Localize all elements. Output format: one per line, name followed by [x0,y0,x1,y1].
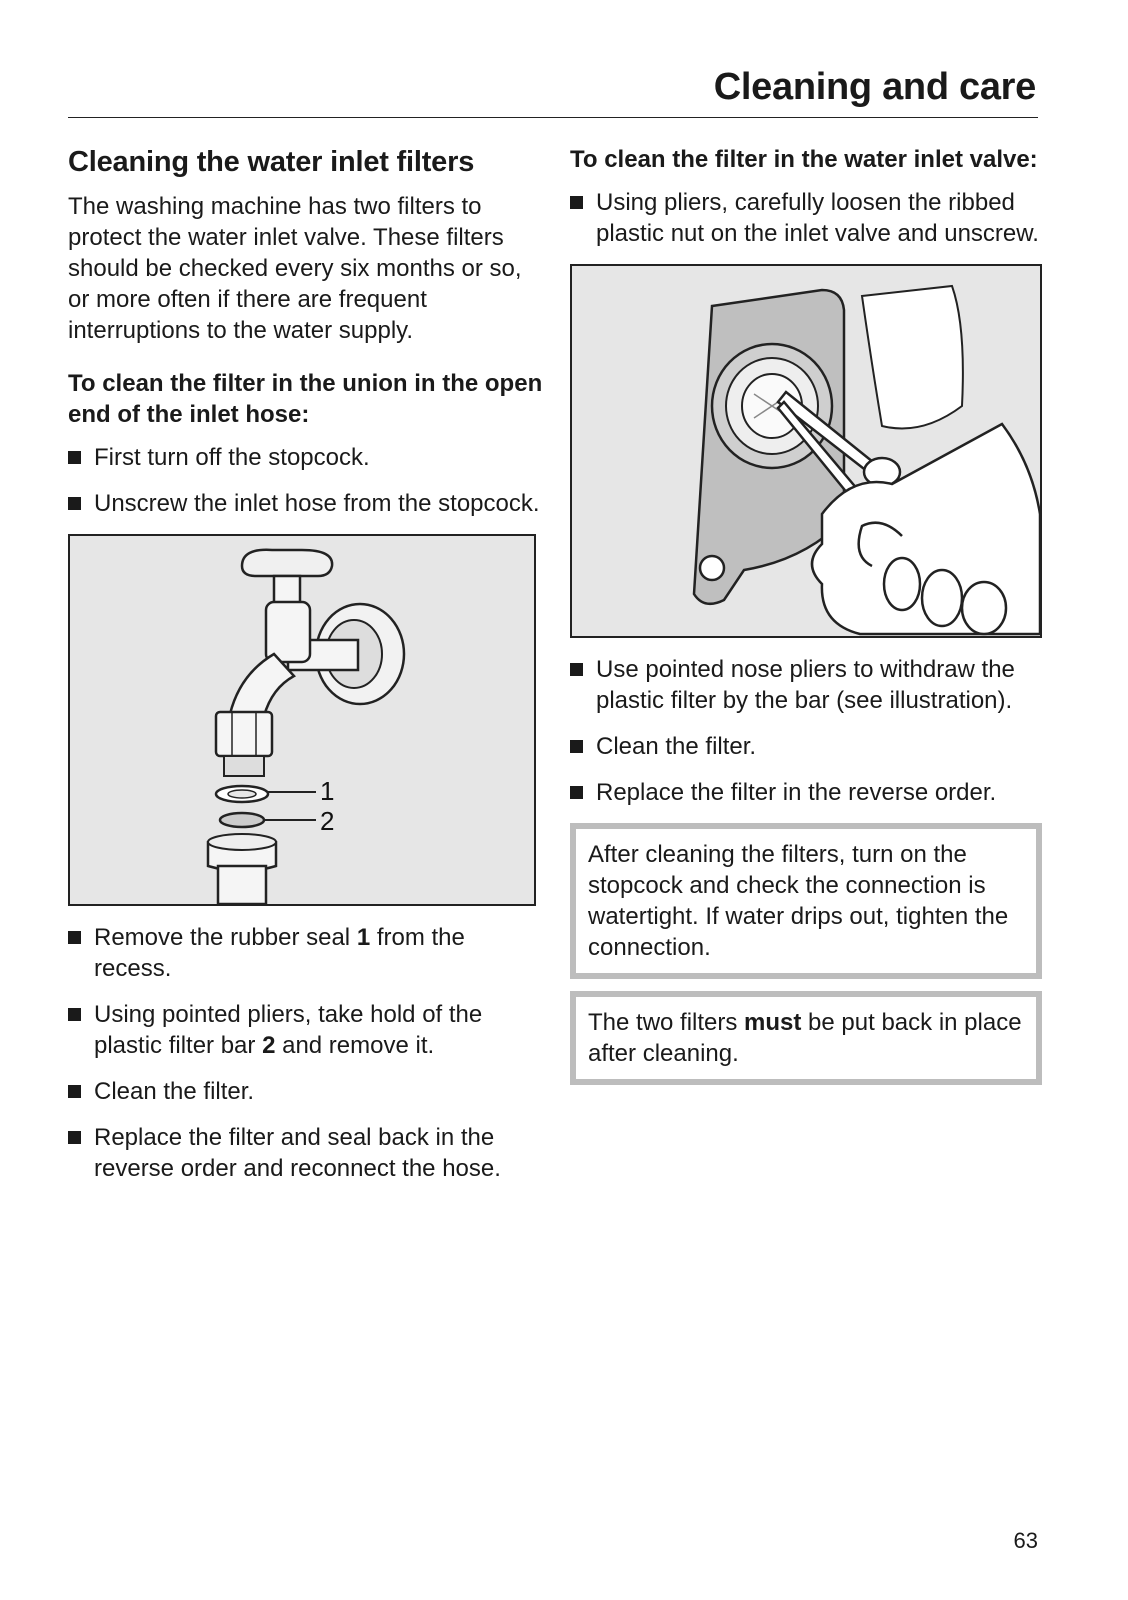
right-column [570,140,1042,1093]
label-2: 2 [320,806,335,836]
step-item: Unscrew the inlet hose from the stopcock. [68,488,548,519]
hose-steps-before [68,442,548,519]
notice-filters-must: The two filters must be put back in place after cleaning. [570,991,1042,1085]
section-title: Cleaning the water inlet filters [68,146,475,178]
hose-steps-after [68,922,548,1184]
step-item: Clean the filter. [68,1076,548,1107]
stopcock-illustration [68,534,536,906]
step-item: First turn off the stopcock. [68,442,548,473]
step-item: Remove the rubber seal 1 from the recess. [68,922,548,984]
header-divider [68,117,1038,118]
valve-steps-before [570,187,1042,249]
step-item: Clean the filter. [570,731,1042,762]
stopcock-drawing [70,536,534,904]
inlet-valve-illustration [570,264,1042,638]
step-item: Use pointed nose pliers to withdraw the plastic filter by the bar (see illustration). [570,654,1042,716]
intro-paragraph: The washing machine has two filters to protect the water inlet valve. These filters should be checked every six months or so, or more often if there are frequent interruptions to the water supply. [68,193,522,344]
inlet-valve-drawing [572,266,1040,636]
valve-steps-after [570,654,1042,808]
step-item: Using pliers, carefully loosen the ribbed plastic nut on the inlet valve and unscrew. [570,187,1042,249]
step-item: Replace the filter and seal back in the reverse order and reconnect the hose. [68,1122,548,1184]
step-item: Using pointed pliers, take hold of the plastic filter bar 2 and remove it. [68,999,548,1061]
notice-watertight: After cleaning the filters, turn on the stopcock and check the connection is watertight. If water drips out, tighten the connection. [570,823,1042,979]
label-1: 1 [320,776,335,806]
valve-filter-subheading: To clean the filter in the water inlet valve: [570,146,1038,173]
page-header-title: Cleaning and care [713,66,1036,108]
step-item: Replace the filter in the reverse order. [570,777,1042,808]
hose-filter-subheading: To clean the filter in the union in the open end of the inlet hose: [68,370,543,428]
left-column [68,140,548,1199]
page-number: 63 [1013,1528,1038,1553]
